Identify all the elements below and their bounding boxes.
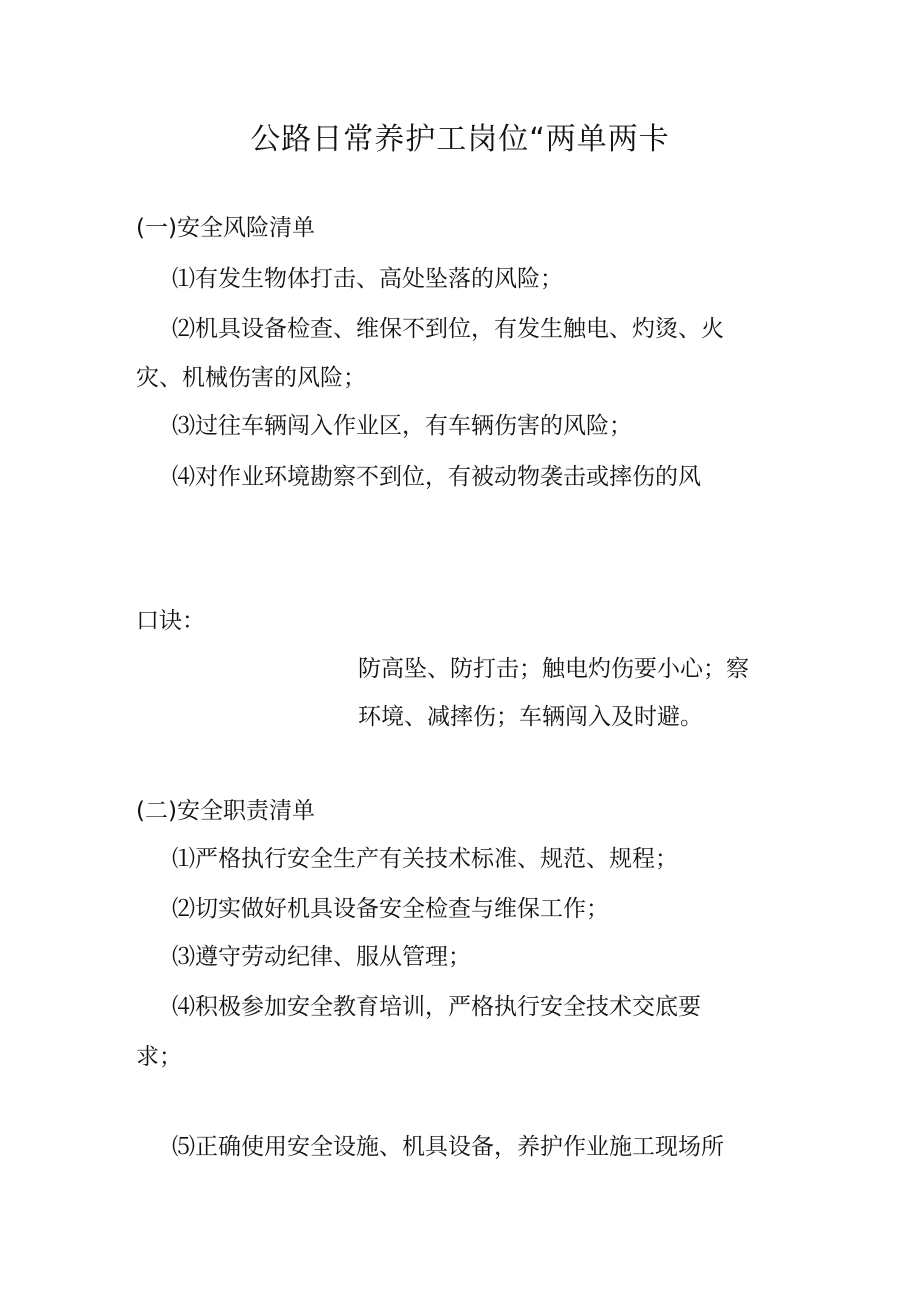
risk-item-2: ⑵机具设备检查、维保不到位，有发生触电、灼烫、火 [172,316,724,342]
duty-item-5: ⑸正确使用安全设施、机具设备，养护作业施工现场所 [172,1134,724,1160]
section2-heading: (二)安全职责清单 [136,798,315,824]
duty-item-2: ⑵切实做好机具设备安全检查与维保工作； [172,896,609,922]
duty-item-1: ⑴严格执行安全生产有关技术标准、规范、规程； [172,846,678,872]
document-title: 公路日常养护工岗位“两单两卡 [250,122,670,157]
risk-item-3: ⑶过往车辆闯入作业区，有车辆伤害的风险； [172,413,632,439]
mnemonic-label: 口诀： [136,608,205,634]
mnemonic-line-1: 防高坠、防打击；触电灼伤要小心；察 [358,656,749,682]
risk-item-4: ⑷对作业环境勘察不到位，有被动物袭击或摔伤的风 [172,464,701,490]
section1-heading: (一)安全风险清单 [136,215,315,241]
duty-item-4: ⑷积极参加安全教育培训，严格执行安全技术交底要 [172,994,701,1020]
duty-item-4-continued: 求； [136,1044,182,1070]
risk-item-2-continued: 灾、机械伤害的风险； [136,365,366,391]
risk-item-1: ⑴有发生物体打击、高处坠落的风险； [172,266,563,292]
mnemonic-line-2: 环境、减摔伤；车辆闯入及时避。 [358,704,703,730]
duty-item-3: ⑶遵守劳动纪律、服从管理； [172,944,471,970]
